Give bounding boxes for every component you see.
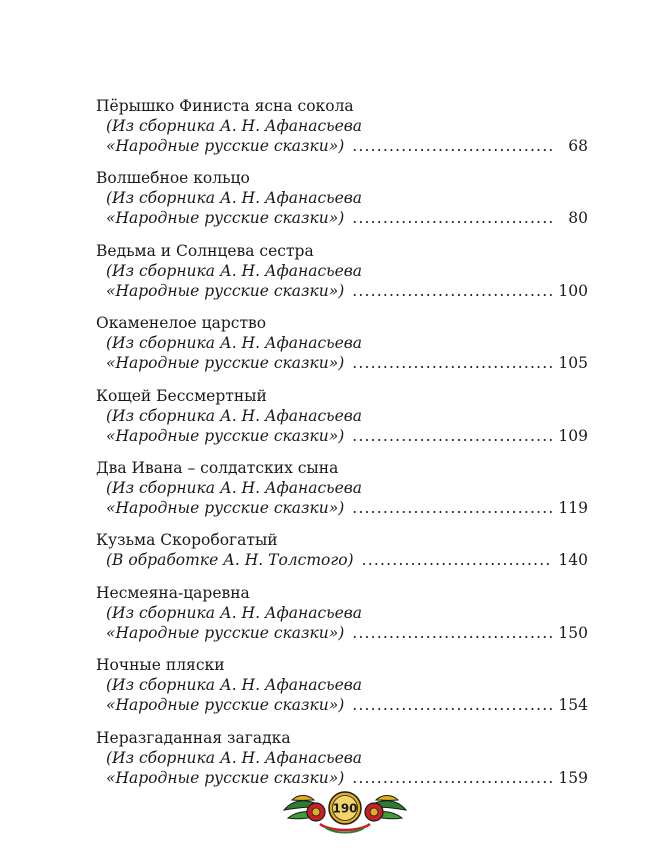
toc-entry-source-line bbox=[96, 406, 588, 426]
dot-leader bbox=[352, 695, 552, 715]
toc-entry[interactable] bbox=[96, 168, 588, 228]
toc-entry-source-text: «Народные русские сказки») bbox=[106, 426, 345, 445]
toc-entry-source-line bbox=[96, 136, 588, 156]
dot-leader bbox=[352, 281, 552, 301]
toc-entry[interactable] bbox=[96, 386, 588, 446]
toc-entry-page-number: 150 bbox=[558, 623, 588, 642]
dot-leader bbox=[352, 136, 552, 156]
toc-entry-title: Окаменелое царство bbox=[96, 314, 267, 333]
dot-leader bbox=[352, 208, 552, 228]
toc-entry-source-line bbox=[96, 116, 588, 136]
toc-entry-source-text: (Из сборника А. Н. Афанасьева bbox=[106, 189, 363, 208]
toc-entry-title: Неразгаданная загадка bbox=[96, 728, 291, 747]
dot-leader bbox=[352, 623, 552, 643]
toc-entry-source-line bbox=[96, 208, 588, 228]
toc-entry-source-line bbox=[96, 188, 588, 208]
toc-entry-source-text: «Народные русские сказки») bbox=[106, 281, 345, 300]
toc-entry-source-text: (В обработке А. Н. Толстого) bbox=[106, 551, 354, 570]
toc-entry-title: Ведьма и Солнцева сестра bbox=[96, 241, 314, 260]
toc-entry-title: Кощей Бессмертный bbox=[96, 386, 267, 405]
toc-entry-source-text: «Народные русские сказки») bbox=[106, 137, 345, 155]
toc-entry-source-text: (Из сборника А. Н. Афанасьева bbox=[106, 603, 363, 622]
toc-entry-page-number: 68 bbox=[568, 137, 588, 155]
toc-entry-title: Кузьма Скоробогатый bbox=[96, 531, 278, 550]
dot-leader bbox=[352, 498, 552, 518]
toc-entry[interactable] bbox=[96, 583, 588, 643]
toc-entry-source-line bbox=[96, 768, 588, 788]
dot-leader bbox=[352, 426, 552, 446]
table-of-contents bbox=[96, 96, 588, 800]
toc-entry-page-number: 154 bbox=[558, 696, 588, 715]
toc-entry[interactable] bbox=[96, 96, 588, 156]
page-footer-ornament bbox=[280, 788, 410, 834]
toc-entry-source-text: (Из сборника А. Н. Афанасьева bbox=[106, 748, 363, 767]
toc-entry-source-line bbox=[96, 498, 588, 518]
toc-entry-source-line bbox=[96, 426, 588, 446]
toc-entry-title: Несмеяна-царевна bbox=[96, 583, 250, 602]
toc-entry-title: Пёрышко Финиста ясна сокола bbox=[96, 97, 354, 115]
toc-entry-source-text: (Из сборника А. Н. Афанасьева bbox=[106, 478, 363, 497]
toc-entry-title: Волшебное кольцо bbox=[96, 169, 250, 188]
toc-entry-source-text: (Из сборника А. Н. Афанасьева bbox=[106, 117, 363, 135]
toc-entry[interactable] bbox=[96, 313, 588, 373]
toc-entry-source-line bbox=[96, 261, 588, 281]
toc-entry-source-text: (Из сборника А. Н. Афанасьева bbox=[106, 261, 363, 280]
toc-entry-source-line bbox=[96, 675, 588, 695]
toc-entry-source-line bbox=[96, 748, 588, 768]
dot-leader bbox=[352, 768, 552, 788]
toc-entry-page-number: 119 bbox=[558, 498, 588, 517]
toc-entry[interactable] bbox=[96, 655, 588, 715]
dot-leader bbox=[352, 353, 552, 373]
toc-entry-title: Ночные пляски bbox=[96, 656, 225, 675]
dot-leader bbox=[362, 550, 552, 570]
toc-entry-source-text: «Народные русские сказки») bbox=[106, 354, 345, 373]
toc-entry-source-line bbox=[96, 333, 588, 353]
toc-entry-title: Два Ивана – солдатских сына bbox=[96, 458, 339, 477]
toc-entry-source-line bbox=[96, 550, 588, 570]
page-number: 190 bbox=[332, 801, 358, 816]
toc-entry-page-number: 140 bbox=[558, 551, 588, 570]
toc-entry-source-line bbox=[96, 353, 588, 373]
toc-entry[interactable] bbox=[96, 241, 588, 301]
toc-entry-source-line bbox=[96, 478, 588, 498]
toc-entry-source-text: «Народные русские сказки») bbox=[106, 498, 345, 517]
toc-entry-source-text: (Из сборника А. Н. Афанасьева bbox=[106, 676, 363, 695]
toc-entry-source-text: «Народные русские сказки») bbox=[106, 623, 345, 642]
toc-entry-source-text: «Народные русские сказки») bbox=[106, 696, 345, 715]
toc-entry-source-line bbox=[96, 623, 588, 643]
toc-entry-page-number: 100 bbox=[558, 281, 588, 300]
toc-entry-source-line bbox=[96, 695, 588, 715]
toc-entry[interactable] bbox=[96, 530, 588, 570]
toc-entry-source-text: «Народные русские сказки») bbox=[106, 768, 345, 787]
toc-entry-source-line bbox=[96, 281, 588, 301]
toc-entry-source-text: (Из сборника А. Н. Афанасьева bbox=[106, 334, 363, 353]
toc-entry[interactable] bbox=[96, 458, 588, 518]
toc-entry-source-line bbox=[96, 603, 588, 623]
toc-entry-source-text: (Из сборника А. Н. Афанасьева bbox=[106, 406, 363, 425]
toc-entry-page-number: 80 bbox=[568, 209, 588, 228]
toc-entry[interactable] bbox=[96, 728, 588, 788]
toc-entry-page-number: 109 bbox=[558, 426, 588, 445]
floral-ornament-icon bbox=[280, 788, 410, 834]
toc-entry-source-text: «Народные русские сказки») bbox=[106, 209, 345, 228]
toc-entry-page-number: 159 bbox=[558, 768, 588, 787]
toc-entry-page-number: 105 bbox=[558, 354, 588, 373]
